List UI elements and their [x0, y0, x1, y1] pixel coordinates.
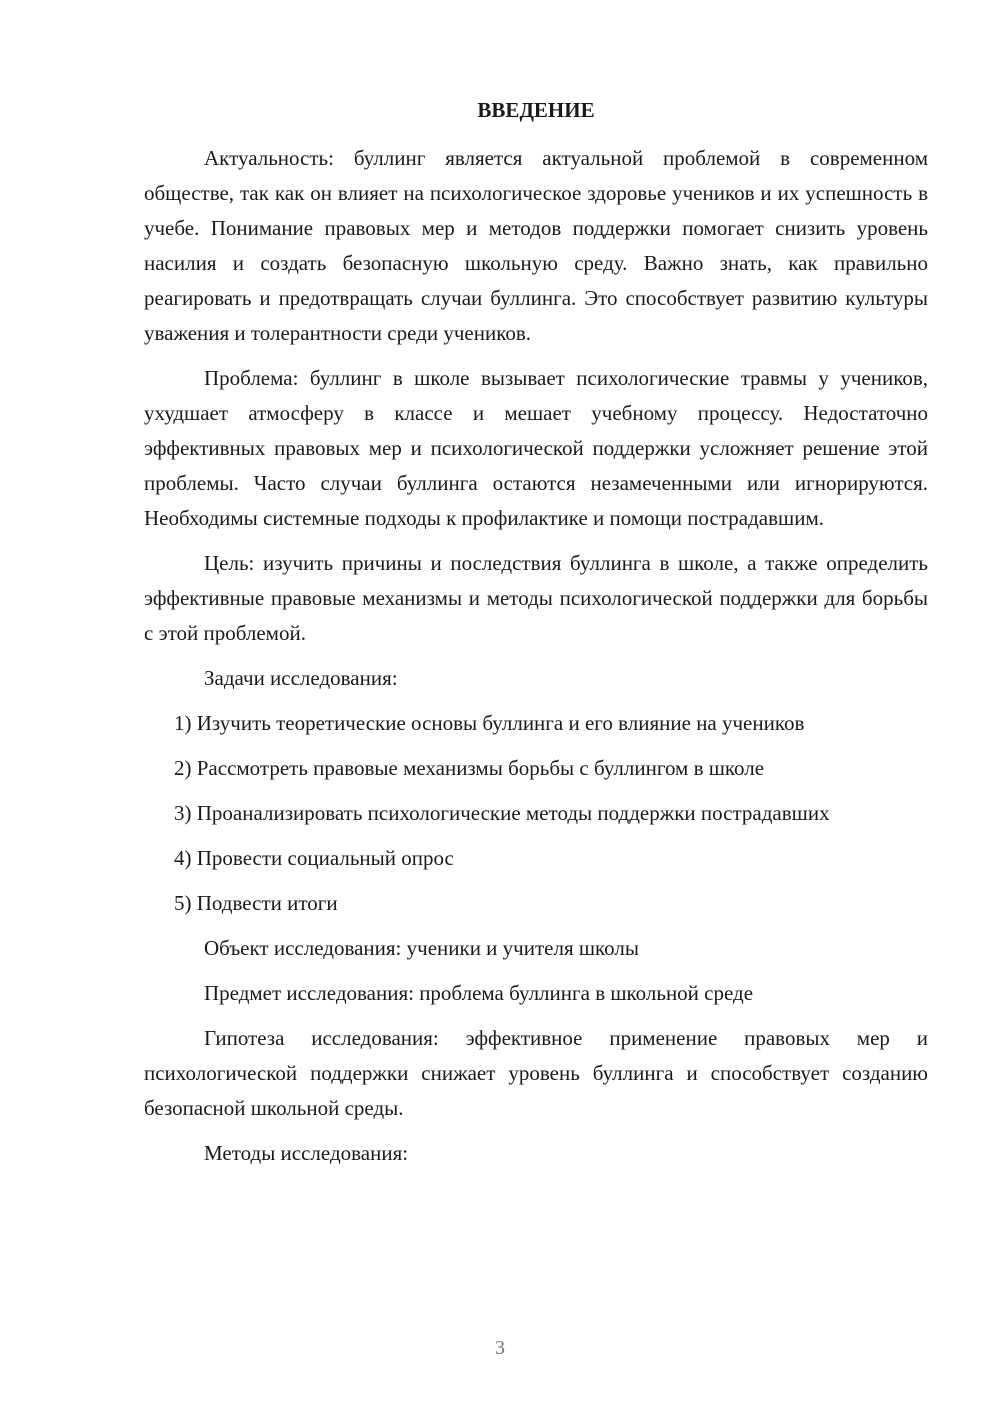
paragraph-goal: Цель: изучить причины и последствия буллинга в школе, а также определить эффективные правовые механизмы и методы психологической поддержки для борьбы с этой проблемой.	[144, 551, 928, 645]
section-heading: ВВЕДЕНИЕ	[477, 98, 595, 122]
document-page	[144, 93, 928, 1171]
task-item-3: 3) Проанализировать психологические методы поддержки пострадавших	[174, 801, 830, 825]
paragraph-tasks-heading: Задачи исследования:	[204, 666, 398, 690]
task-item-4: 4) Провести социальный опрос	[174, 846, 454, 870]
page-number: 3	[495, 1337, 505, 1359]
task-item-2: 2) Рассмотреть правовые механизмы борьбы с буллингом в школе	[174, 756, 765, 780]
paragraph-methods: Методы исследования:	[204, 1141, 409, 1165]
paragraph-problem: Проблема: буллинг в школе вызывает психологические травмы у учеников, ухудшает атмосферу в классе и мешает учебному процессу. Недостаточно эффективных правовых мер и психологической поддержки усложняет решение этой проблемы. Часто случаи буллинга остаются незамеченными или игнорируются. Необходимы системные подходы к профилактике и помощи пострадавшим.	[144, 366, 928, 530]
task-item-1: 1) Изучить теоретические основы буллинга и его влияние на учеников	[174, 711, 805, 735]
paragraph-relevance: Актуальность: буллинг является актуальной проблемой в современном обществе, так как он влияет на психологическое здоровье учеников и их успешность в учебе. Понимание правовых мер и методов поддержки помогает снизить уровень насилия и создать безопасную школьную среду. Важно знать, как правильно реагировать и предотвращать случаи буллинга. Это способствует развитию культуры уважения и толерантности среди учеников.	[144, 146, 928, 345]
paragraph-hypothesis: Гипотеза исследования: эффективное применение правовых мер и психологической поддержки снижает уровень буллинга и способствует созданию безопасной школьной среды.	[144, 1026, 928, 1120]
paragraph-object: Объект исследования: ученики и учителя школы	[204, 936, 639, 960]
task-item-5: 5) Подвести итоги	[174, 891, 338, 915]
paragraph-subject: Предмет исследования: проблема буллинга в школьной среде	[204, 981, 754, 1005]
